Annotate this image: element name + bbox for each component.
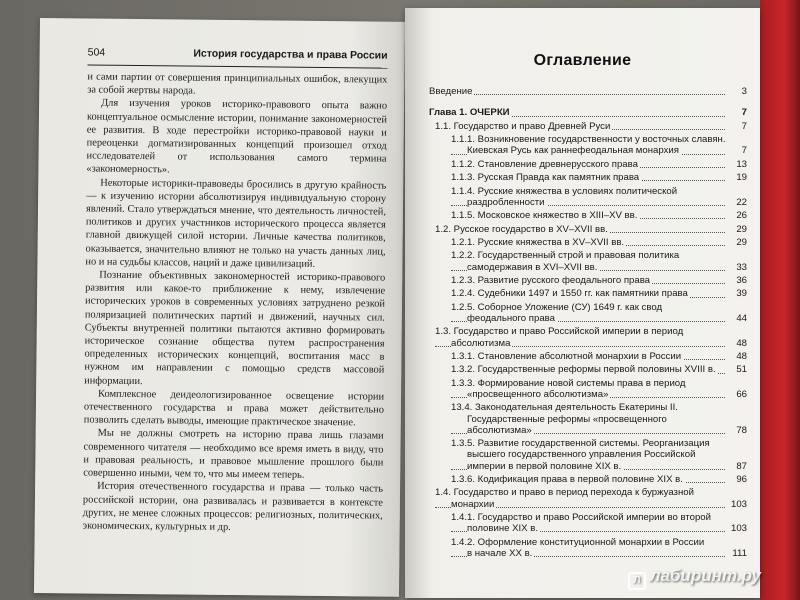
toc-entry <box>451 537 747 559</box>
toc-page-number: 78 <box>736 424 747 436</box>
right-page <box>405 8 760 598</box>
toc-page-number: 29 <box>736 236 747 248</box>
toc-page-number: 44 <box>736 312 747 324</box>
toc-page-number: 29 <box>736 223 747 235</box>
paragraph: Некоторые историки-правоведы бросились в другую крайность — к изучению истории абсолютизируя индивидуальную сторону явлений. Стало утверждаться мнение, что деятельность личностей, политиков и других участников исторического процесса является главной движущей силой истории. Личные качества политиков, оказывается, значительно влияют не только на участь данных лиц, но и на судьбы классов, наций и даже цивилизаций. <box>85 177 387 270</box>
toc-entry <box>451 474 747 485</box>
toc-entry-text: 1.2.3. Развитие русского феодального права <box>451 275 651 286</box>
paragraph: Познание объективных закономерностей историко-правового развития или какое-то приближение к нему, извлечение исторических уроков в современных условиях затруднено резкой поляризацией политических партий и движений, научных сил. Субъекты внутренней политики пытаются активно формировать историческое сознание общества путем распространения определенных исторических концепций, воспитания масс в нужном им направлении с помощью средств массовой информации. <box>84 269 386 387</box>
toc-entry <box>451 159 747 170</box>
toc-entry-text: 1.2.2. Государственный строй и правовая политика <box>451 250 680 262</box>
toc-page-number: 103 <box>730 498 747 510</box>
toc-page-number: 7 <box>741 120 747 132</box>
toc-entry <box>451 364 747 375</box>
toc-entry <box>435 224 747 235</box>
toc-entry <box>435 487 747 509</box>
toc-entry-text: Глава 1. ОЧЕРКИ <box>429 107 510 119</box>
toc-entry <box>451 172 747 183</box>
toc-entry-text: 1.2. Русское государство в XV–XVII вв. <box>435 223 608 235</box>
toc-page-number: 33 <box>736 261 747 273</box>
toc-entry <box>451 288 747 299</box>
toc-entry-text: 1.2.5. Соборное Уложение (СУ) 1649 г. как свод <box>451 301 663 313</box>
toc-page-number: 66 <box>736 388 747 400</box>
toc-entry-text: Введение <box>429 86 473 97</box>
toc-page-number: 3 <box>741 85 747 97</box>
toc-entry-text: 1.4. Государство и право в период перехода к буржуазной <box>435 487 694 499</box>
toc-entry <box>451 302 747 324</box>
toc-page-number: 48 <box>736 350 747 362</box>
toc-page-number: 51 <box>736 364 747 376</box>
paragraph: История отечественного государства и права — только часть российской истории, она развивалась и развивается в контексте других, не менее сложных процессов: религиозных, политических, экономических, культурных и др. <box>82 480 384 533</box>
toc-entry <box>451 438 747 472</box>
paragraph: Комплексное деидеологизированное освещение истории отечественного государства и права может действительно позволить сделать выводы, имеющие практическое значение. <box>83 388 385 429</box>
toc-entry <box>451 186 747 208</box>
page-number: 504 <box>87 46 106 59</box>
toc-entry <box>451 512 747 534</box>
toc-page-number: 26 <box>736 210 747 222</box>
toc-entry <box>451 402 747 436</box>
toc-entry-text: 1.1.4. Русские княжества в условиях политической <box>451 185 678 197</box>
paragraph: Мы не должны смотреть на историю права лишь глазами современного читателя — необходимо все время иметь в виду, что и правовая реальность, и правовое мышление прошлого были совершенно иными, чем то, что мы имеем теперь. <box>83 428 384 481</box>
toc-entry <box>451 378 747 400</box>
body-text <box>83 70 388 535</box>
toc-entry-text: раздробленности <box>467 196 545 208</box>
toc-page-number: 22 <box>736 196 747 208</box>
toc-entry <box>451 237 747 248</box>
toc-entry-text: 13.4. Законодательная деятельность Екатерины II. <box>451 402 678 414</box>
labirint-logo-icon: Л <box>628 572 646 590</box>
toc-entry-text: самодержавия в XVI–XVII вв. <box>467 261 598 273</box>
toc-page-number: 111 <box>732 547 747 559</box>
toc-entry-text: «просвещенного абсолютизма» <box>467 388 609 400</box>
toc-page-number: 13 <box>736 158 747 170</box>
toc-page-number: 87 <box>736 460 747 472</box>
toc-entry-text: 1.3.2. Государственные реформы первой половины XVIII в. <box>451 364 716 376</box>
toc-entry <box>451 210 747 221</box>
toc-entry-text: 1.1.3. Русская Правда как памятник права <box>451 172 640 184</box>
toc-entry-text: монархии <box>451 498 495 510</box>
toc-entry-text: 1.1.5. Московское княжество в XIII–XV вв. <box>451 210 638 222</box>
toc-entry-text: 1.3.3. Формирование новой системы права в период <box>451 377 686 389</box>
toc-entry-text: 1.1.1. Возникновение государственности у восточных славян. <box>451 134 726 146</box>
toc-entry-text: 1.3.5. Развитие государственной системы. Реорганизация <box>451 438 710 450</box>
toc-entry <box>435 121 747 132</box>
book-cover-edge <box>760 0 800 600</box>
toc-entry <box>451 275 747 286</box>
toc-entry-text: 1.4.2. Оформление конституционной монархии в России <box>451 536 705 548</box>
toc-page-number: 19 <box>736 172 747 184</box>
toc-page-number: 96 <box>736 473 747 485</box>
toc-entry-text: 1.1. Государство и право Древней Руси <box>435 120 611 132</box>
toc-entry-text: феодального права <box>467 312 555 324</box>
toc-entry-text: Государственные реформы «просвещенного <box>467 413 667 425</box>
running-header <box>88 47 388 66</box>
toc-title: Оглавление <box>533 52 632 69</box>
toc-entry-text: 1.2.4. Судебники 1497 и 1550 гг. как памятники права <box>451 288 688 300</box>
toc-entry-text: 1.4.1. Государство и право Российской империи во второй <box>451 512 711 523</box>
toc-entry-text: 1.1.2. Становление древнерусского права <box>451 158 638 170</box>
toc-entry <box>451 351 747 362</box>
watermark <box>628 566 761 590</box>
toc-entry-text: абсолютизма» <box>467 424 532 436</box>
toc-page-number: 48 <box>736 337 747 349</box>
left-page <box>34 18 405 597</box>
toc-entry-text: в начале XX в. <box>467 547 533 559</box>
toc-entry <box>451 134 747 156</box>
toc-entry-text: высшего государственного управления Российской <box>467 449 696 461</box>
paragraph: и сами партии от совершения принципиальных ошибок, влекущих за собой жертвы народа. <box>87 71 388 97</box>
toc-entry <box>451 250 747 272</box>
toc-entry <box>435 326 747 348</box>
toc-page-number: 39 <box>736 288 747 300</box>
paragraph: Для изучения уроков историко-правового опыта важно концептуальное осмысление истории, понимание закономерностей ее развития. В ходе перестройки историко-правовой науки и переоценки догматизированных концепций произошел отход исследователей от использования самого термина «закономерность». <box>86 98 388 176</box>
toc-entry-text: 1.3. Государство и право Российской империи в период <box>435 326 684 338</box>
toc-entry-text: половине XIX в. <box>467 523 539 535</box>
running-title: История государства и права России <box>193 47 388 62</box>
toc-page-number: 36 <box>736 274 747 286</box>
watermark-text: лабиринт.ру <box>650 566 761 585</box>
toc-entry <box>429 86 747 97</box>
toc-page-number: 7 <box>741 107 747 119</box>
toc-page-number: 103 <box>730 523 747 535</box>
toc-entry-text: 1.3.1. Становление абсолютной монархии в России <box>451 351 682 362</box>
toc-entry-text: Киевская Русь как раннефеодальная монархия <box>467 145 679 157</box>
toc-entry <box>429 107 747 118</box>
toc-entry-text: империи в первой половине XIX в. <box>467 460 622 472</box>
toc-page-number: 7 <box>741 145 747 157</box>
toc-entry-text: 1.2.1. Русские княжества в XV–XVII вв. <box>451 237 625 248</box>
toc-entry-text: абсолютизма <box>451 337 511 349</box>
toc-entry-text: 1.3.6. Кодификация права в первой половине XIX в. <box>451 474 683 485</box>
